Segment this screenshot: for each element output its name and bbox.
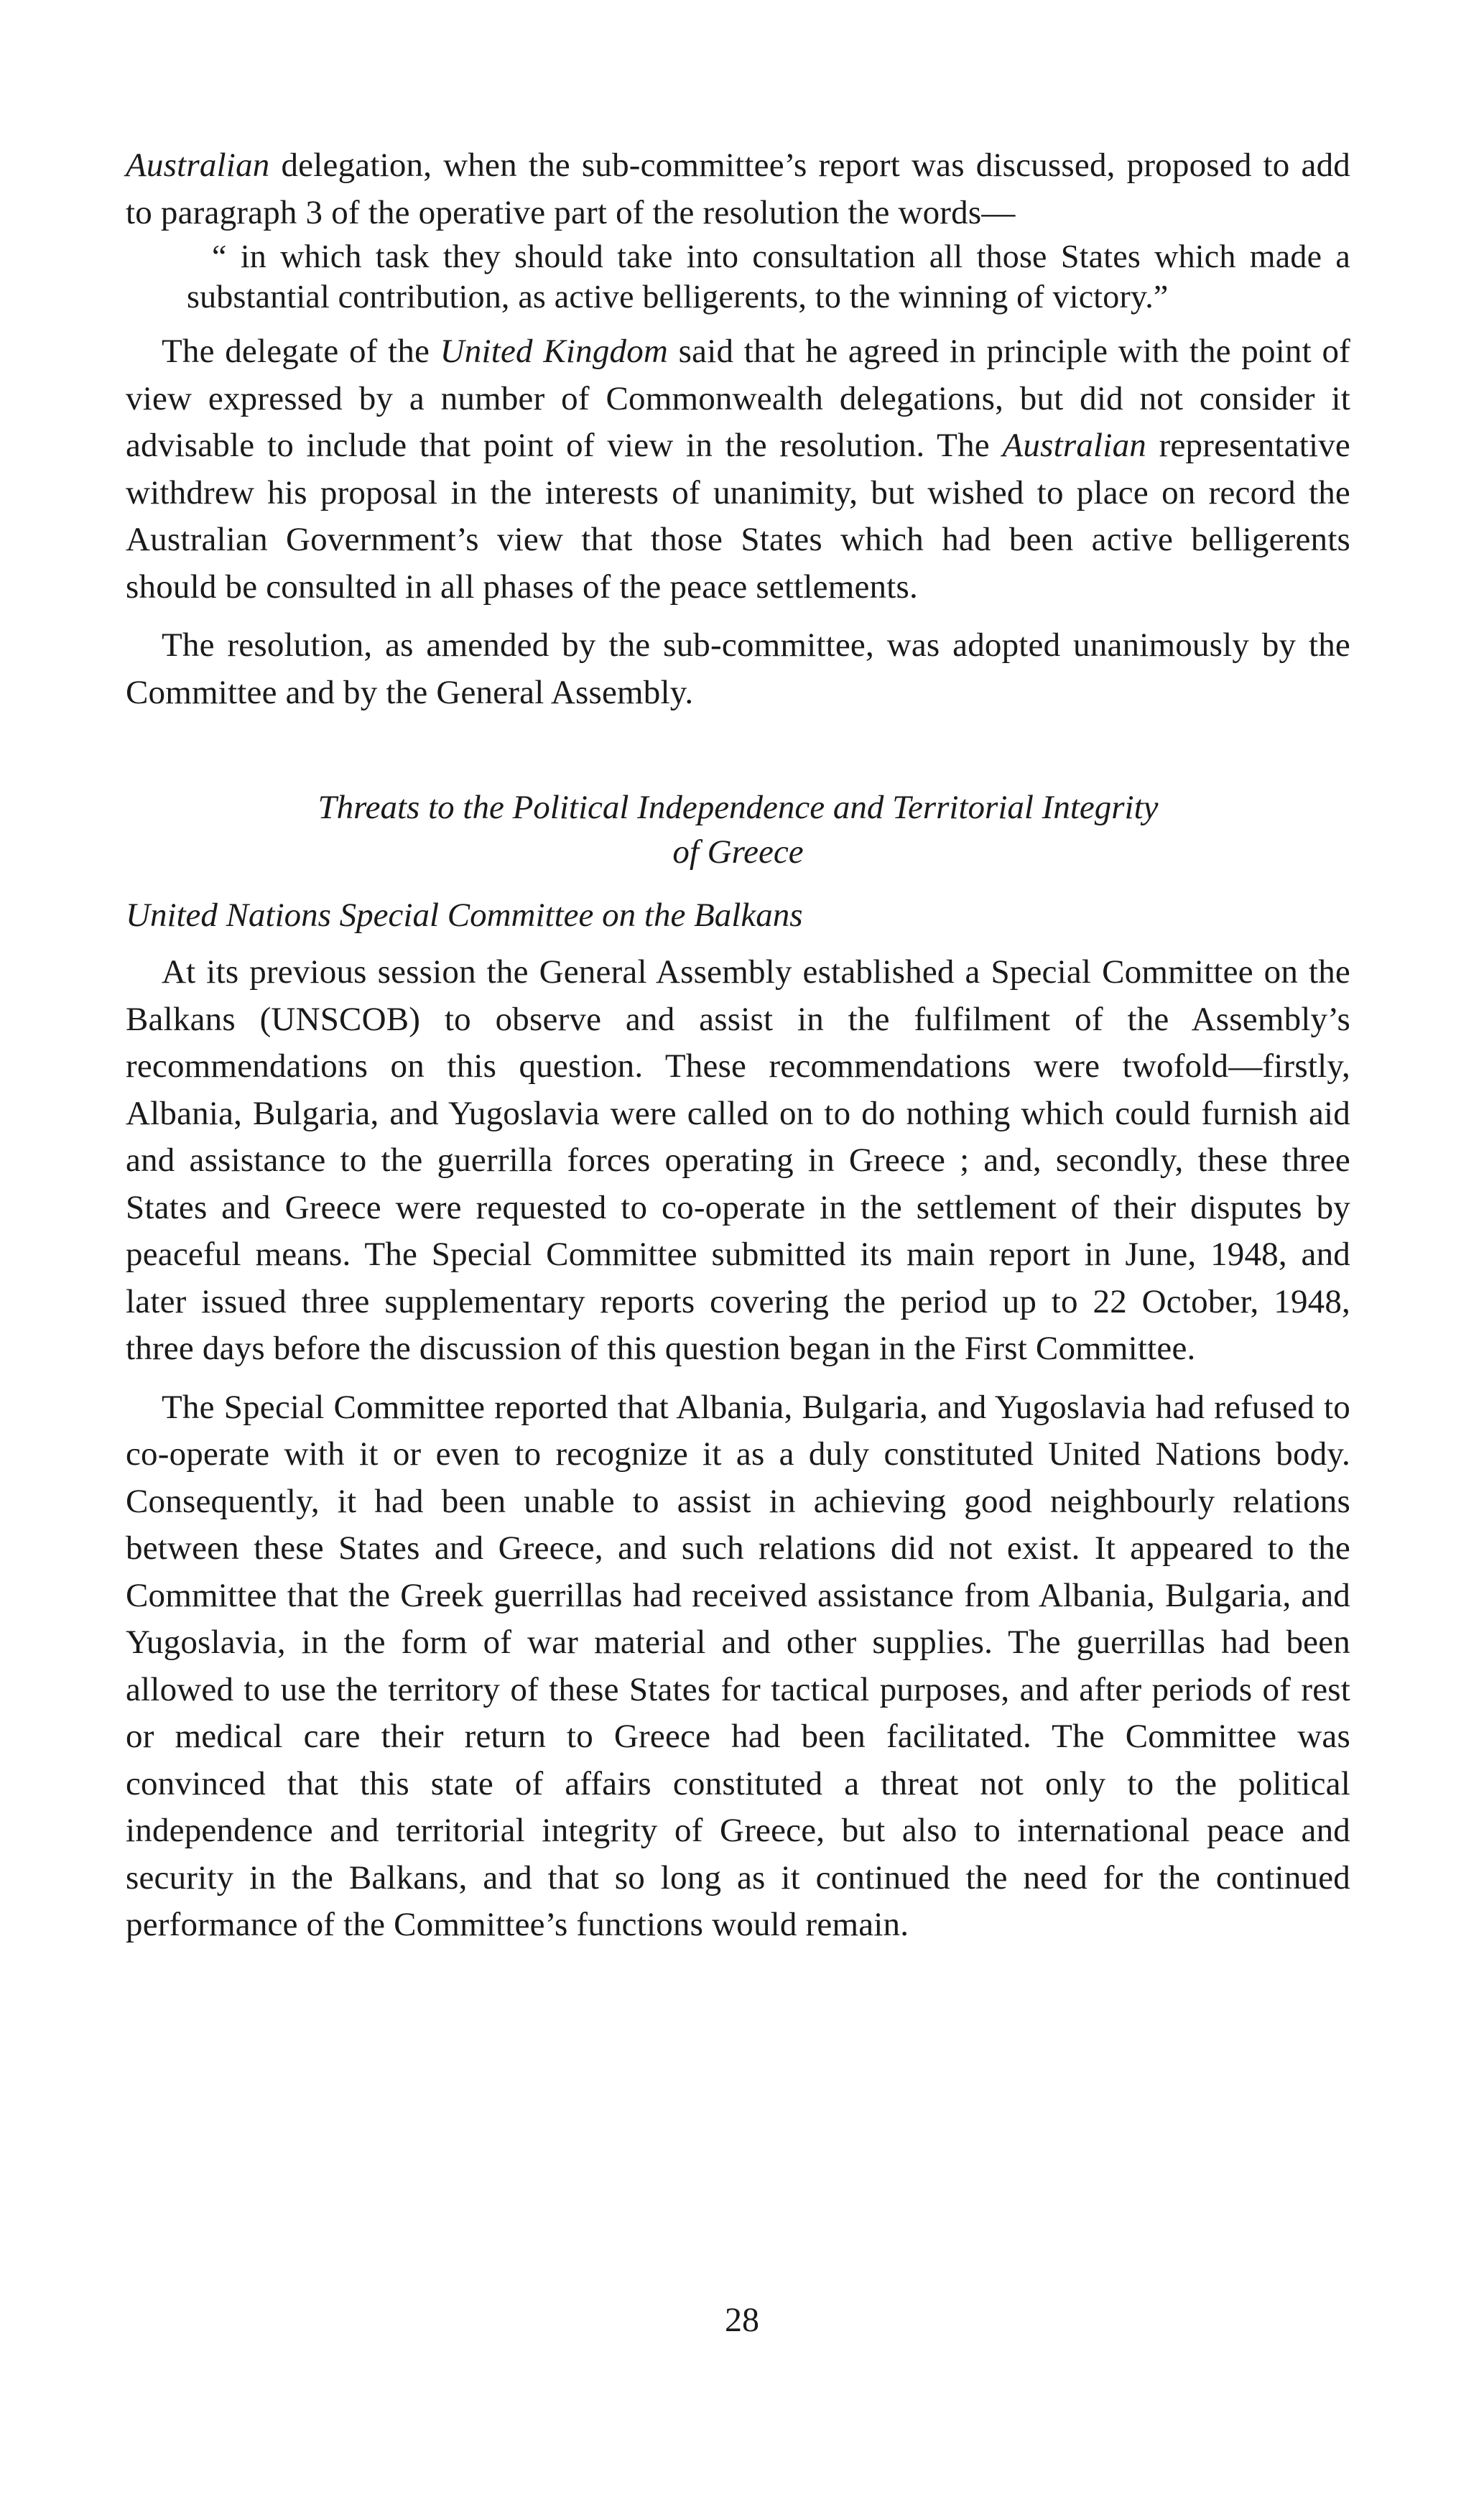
section-heading-line: Threats to the Political Independence and Territorial Integrity xyxy=(317,789,1159,826)
section-heading-line: of Greece xyxy=(672,833,804,871)
page-number: 28 xyxy=(725,2301,759,2339)
paragraph-special-committee-report: The Special Committee reported that Albania, Bulgaria, and Yugoslavia had refused to co-operate with it or even to recognize it as a duly constituted United Nations body. Consequently, it had been unable to assist in achieving good neighbourly relations between these States and Greece, and such relations did not exist. It appeared to the Committee that the Greek guerrillas had received assistance from Albania, Bulgaria, and Yugoslavia, in the form of war material and other supplies. The guerrillas had been allowed to use the territory of these States for tactical purposes, and after periods of rest or medical care their return to Greece had been facilitated. The Committee was convinced that this state of affairs constituted a threat not only to the political independence and territorial integrity of Greece, but also to international peace and security in the Balkans, and that so long as it continued the need for the continued performance of the Committee’s functions would remain. xyxy=(126,1388,1350,1943)
italic-australian: Australian xyxy=(126,147,270,184)
paragraph-text: said that he agreed in principle with the point of view expressed by a number of Commonwealth delegations, but did not consider it advisable to include that point of view in the resolution. The xyxy=(126,333,1350,464)
paragraph-text: The delegate of the xyxy=(162,333,440,370)
italic-united-kingdom: United Kingdom xyxy=(440,333,669,370)
page-body xyxy=(126,142,1350,1949)
subheading: United Nations Special Committee on the Balkans xyxy=(126,897,803,934)
italic-australian: Australian xyxy=(1002,427,1146,464)
section-heading xyxy=(126,785,1350,874)
paragraph-unscob: At its previous session the General Assembly established a Special Committee on the Balkans (UNSCOB) to observe and assist in the fulfilment of the Assembly’s recommendations on this question. These recommendations were twofold—firstly, Albania, Bulgaria, and Yugoslavia were called on to do nothing which could furnish aid and assistance to the guerrilla forces operating in Greece ; and, secondly, these three States and Greece were requested to co-operate in the settlement of their disputes by peaceful means. The Special Committee submitted its main report in June, 1948, and later issued three supplementary reports covering the period up to 22 October, 1948, three days before the discussion of this question began in the First Committee. xyxy=(126,953,1350,1367)
paragraph-australian-proposal xyxy=(126,142,1350,236)
paragraph-text: representative withdrew his proposal in the interests of unanimity, but wished to place on record the Australian Government’s view that those States which had been active belligerents should be consulted in all phases of the peace settlements. xyxy=(126,427,1350,606)
paragraph-uk-delegate xyxy=(126,328,1350,611)
paragraph-resolution-adopted: The resolution, as amended by the sub-committee, was adopted unanimously by the Committee and by the General Assembly. xyxy=(126,626,1350,711)
paragraph-text: delegation, when the sub-committee’s report was discussed, proposed to add to paragraph 3 of the operative part of the resolution the words— xyxy=(126,147,1350,231)
quoted-amendment: “ in which task they should take into consultation all those States which made a substantial contribution, as active belligerents, to the winning of victory.” xyxy=(187,238,1350,315)
